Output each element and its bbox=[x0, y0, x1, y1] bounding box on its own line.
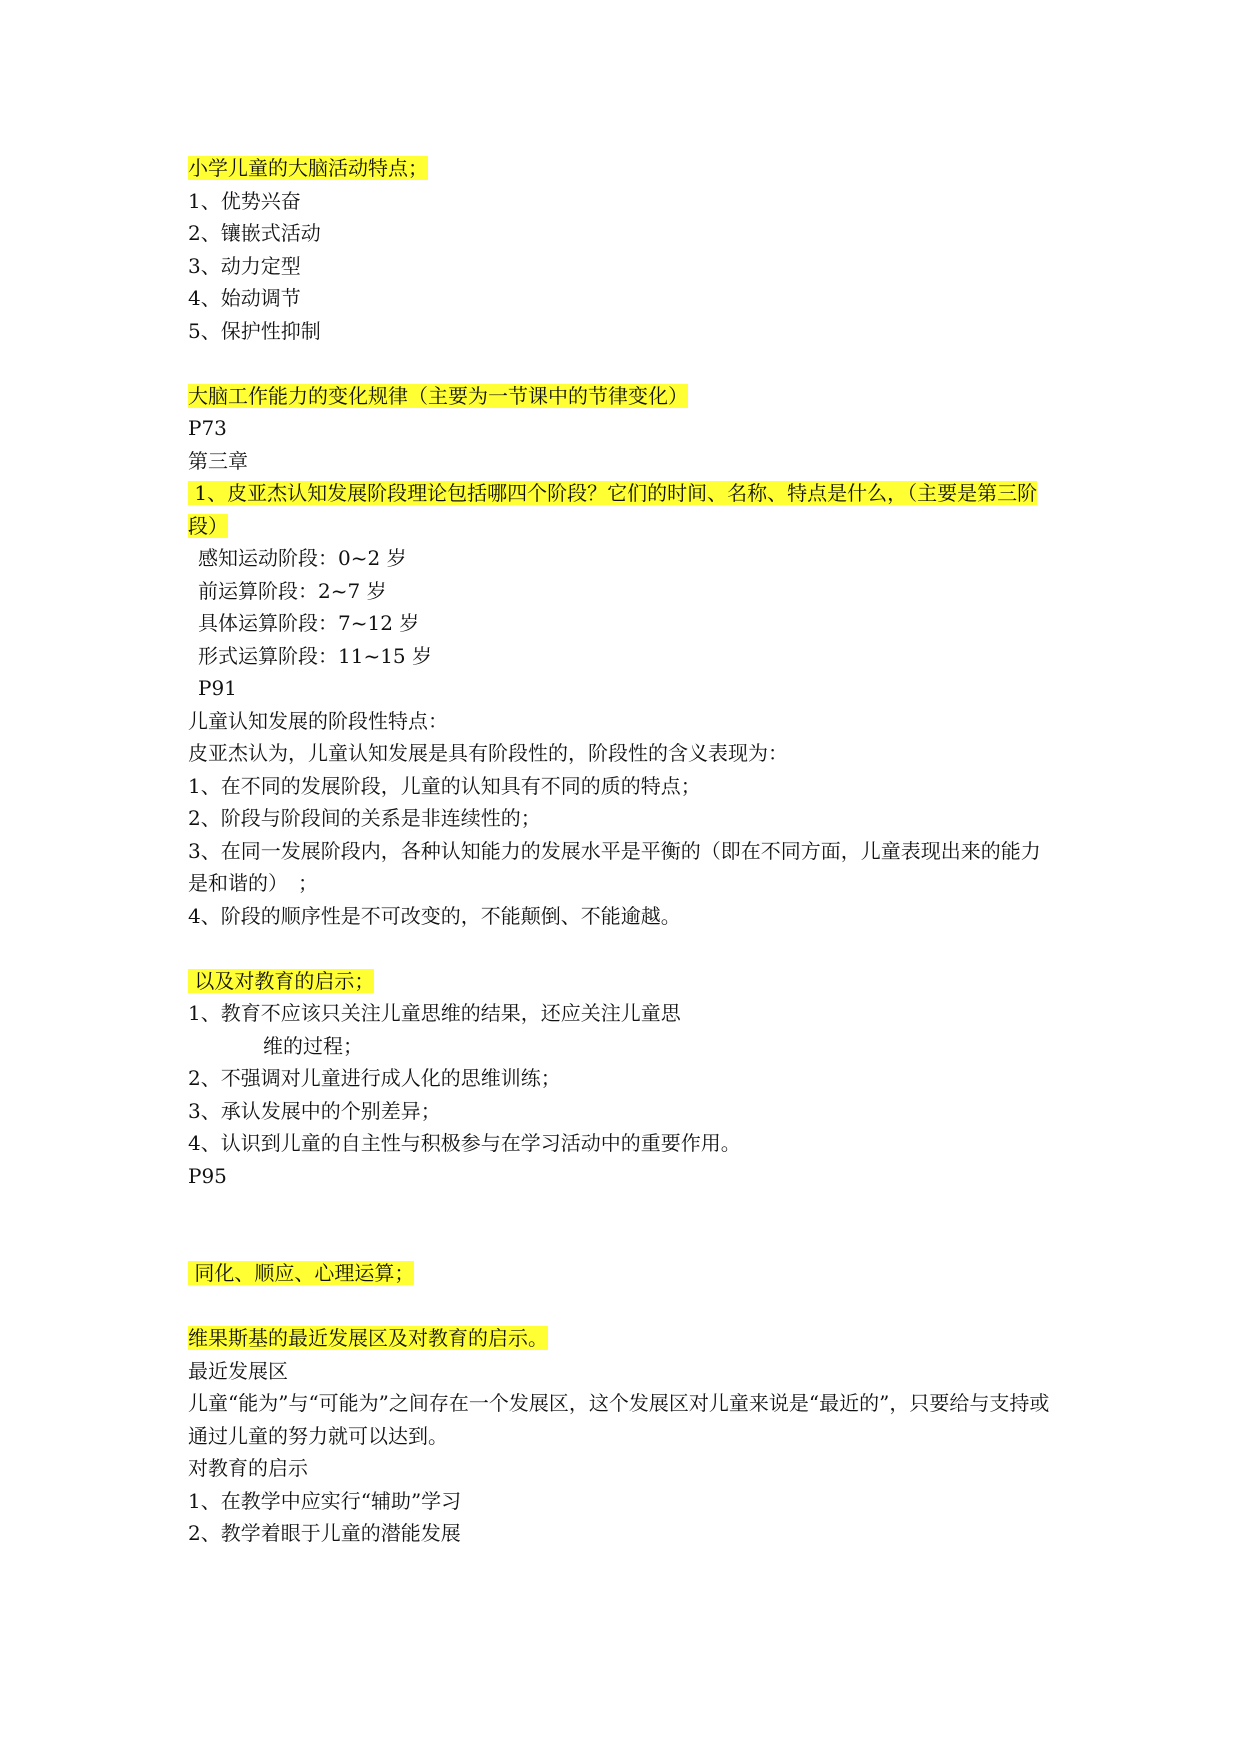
education-item: 3、承认发展中的个别差异； bbox=[188, 1098, 441, 1123]
page-reference: P95 bbox=[188, 1163, 227, 1188]
features-title: 儿童认知发展的阶段性特点： bbox=[188, 708, 448, 733]
spacer bbox=[188, 1192, 1058, 1257]
assimilation-section bbox=[188, 1257, 1058, 1290]
brain-item: 5、保护性抑制 bbox=[188, 318, 321, 343]
document-content bbox=[188, 152, 1058, 1550]
education-heading-text: 以及对教育的启示； bbox=[194, 968, 375, 993]
assimilation-heading bbox=[188, 1261, 414, 1285]
chapter-title: 第三章 bbox=[188, 448, 248, 473]
spacer bbox=[188, 1290, 1058, 1323]
work-capacity-heading: 大脑工作能力的变化规律（主要为一节课中的节律变化） bbox=[188, 383, 688, 408]
education-item: 1、教育不应该只关注儿童思维的结果，还应关注儿童思 bbox=[188, 1001, 681, 1025]
spacer bbox=[188, 347, 1058, 380]
education-heading bbox=[188, 969, 374, 993]
implication-title: 对教育的启示 bbox=[188, 1456, 308, 1480]
features-intro: 皮亚杰认为，儿童认知发展是具有阶段性的，阶段性的含义表现为： bbox=[188, 741, 788, 765]
implication-item: 2、教学着眼于儿童的潜能发展 bbox=[188, 1521, 461, 1545]
piaget-stage: 前运算阶段：2~7 岁 bbox=[198, 578, 387, 603]
piaget-stage: 具体运算阶段：7~12 岁 bbox=[198, 611, 420, 635]
piaget-question-block bbox=[188, 477, 1058, 542]
education-section bbox=[188, 965, 1058, 998]
brain-item: 3、动力定型 bbox=[188, 253, 301, 278]
feature-item: 3、在同一发展阶段内，各种认知能力的发展水平是平衡的（即在不同方面，儿童表现出来的能力是和谐的） ； bbox=[188, 838, 1041, 895]
page-reference: P73 bbox=[188, 416, 227, 440]
piaget-stage: 感知运动阶段：0~2 岁 bbox=[198, 546, 407, 570]
page-reference: P91 bbox=[198, 676, 237, 700]
feature-item: 4、阶段的顺序性是不可改变的，不能颠倒、不能逾越。 bbox=[188, 903, 681, 928]
education-item-continued: 维的过程； bbox=[263, 1033, 363, 1058]
brain-section bbox=[188, 152, 1058, 185]
implication-item: 1、在教学中应实行“辅助”学习 bbox=[188, 1488, 462, 1513]
piaget-question-text: 1、皮亚杰认知发展阶段理论包括哪四个阶段？它们的时间、名称、特点是什么，（主要是第三阶段） bbox=[188, 481, 1038, 538]
feature-item: 1、在不同的发展阶段，儿童的认知具有不同的质的特点； bbox=[188, 773, 701, 798]
brain-item: 2、镶嵌式活动 bbox=[188, 221, 321, 245]
assimilation-heading-text: 同化、顺应、心理运算； bbox=[194, 1261, 415, 1285]
brain-item: 4、始动调节 bbox=[188, 286, 301, 310]
piaget-stage: 形式运算阶段：11~15 岁 bbox=[198, 643, 433, 668]
zpd-title: 最近发展区 bbox=[188, 1358, 288, 1383]
education-item: 4、认识到儿童的自主性与积极参与在学习活动中的重要作用。 bbox=[188, 1131, 741, 1155]
piaget-question bbox=[188, 481, 1037, 538]
vygotsky-section bbox=[188, 1322, 1058, 1355]
brain-heading: 小学儿童的大脑活动特点； bbox=[188, 156, 428, 180]
education-item: 2、不强调对儿童进行成人化的思维训练； bbox=[188, 1066, 561, 1090]
work-capacity-section bbox=[188, 380, 1058, 413]
spacer bbox=[188, 932, 1058, 965]
vygotsky-heading: 维果斯基的最近发展区及对教育的启示。 bbox=[188, 1326, 548, 1350]
brain-item: 1、优势兴奋 bbox=[188, 188, 301, 213]
feature-item: 2、阶段与阶段间的关系是非连续性的； bbox=[188, 806, 541, 830]
zpd-text: 儿童“能为”与“可能为”之间存在一个发展区，这个发展区对儿童来说是“最近的”，只要给与支持或通过儿童的努力就可以达到。 bbox=[188, 1391, 1050, 1448]
